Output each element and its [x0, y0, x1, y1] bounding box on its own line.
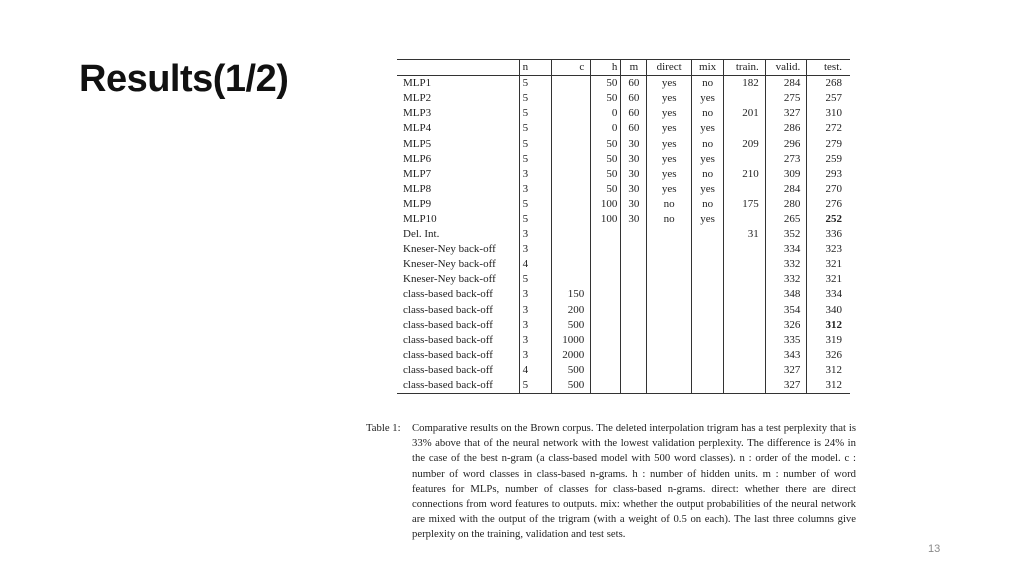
- cell-h: [591, 287, 621, 302]
- cell-model: class-based back-off: [403, 348, 493, 361]
- cell-direct: yes: [647, 76, 692, 92]
- cell-n: 4: [519, 363, 551, 378]
- cell-m: 30: [621, 212, 647, 227]
- cell-n: 3: [519, 242, 551, 257]
- cell-mix: [692, 287, 724, 302]
- cell-n: 5: [519, 136, 551, 151]
- cell-direct: [647, 242, 692, 257]
- cell-m: [621, 242, 647, 257]
- cell-mix: yes: [692, 91, 724, 106]
- cell-model: MLP4: [403, 122, 432, 135]
- cell-m: 30: [621, 197, 647, 212]
- header-direct: direct: [647, 60, 692, 76]
- cell-n: 5: [519, 197, 551, 212]
- cell-model: class-based back-off: [397, 378, 519, 394]
- cell-train: 209: [724, 136, 766, 151]
- cell-c: 500: [551, 363, 590, 378]
- cell-n: 3: [519, 167, 551, 182]
- cell-train: [724, 152, 766, 167]
- cell-c: [551, 197, 590, 212]
- cell-valid: 354: [765, 303, 807, 318]
- cell-valid: 280: [765, 197, 807, 212]
- cell-m: 30: [621, 167, 647, 182]
- cell-h: [591, 378, 621, 394]
- cell-m: 60: [621, 121, 647, 136]
- cell-n: 5: [519, 121, 551, 136]
- page-number: 13: [928, 543, 941, 555]
- cell-h: [591, 242, 621, 257]
- cell-h: 100: [591, 197, 621, 212]
- cell-test: 319: [807, 333, 850, 348]
- cell-n: 3: [519, 333, 551, 348]
- cell-valid: 332: [765, 257, 807, 272]
- table-row: [397, 378, 850, 394]
- cell-c: [551, 167, 590, 182]
- cell-c: 200: [551, 303, 590, 318]
- cell-h: [591, 227, 621, 242]
- cell-mix: no: [692, 197, 724, 212]
- cell-train: [724, 348, 766, 363]
- cell-mix: no: [692, 76, 724, 92]
- cell-valid: 309: [765, 167, 807, 182]
- cell-model: class-based back-off: [403, 318, 493, 331]
- cell-c: [551, 106, 590, 121]
- cell-mix: [692, 333, 724, 348]
- cell-mix: [692, 227, 724, 242]
- cell-n: 5: [519, 91, 551, 106]
- cell-direct: [647, 378, 692, 394]
- cell-model: MLP9: [403, 197, 432, 210]
- table-row: [397, 348, 850, 363]
- cell-mix: [692, 318, 724, 333]
- cell-n: 5: [519, 76, 551, 92]
- cell-m: [621, 378, 647, 394]
- cell-c: [551, 242, 590, 257]
- cell-test: 270: [807, 182, 850, 197]
- cell-test: 268: [807, 76, 850, 92]
- cell-direct: [647, 363, 692, 378]
- cell-test: 310: [807, 106, 850, 121]
- cell-c: [551, 212, 590, 227]
- cell-model: Del. Int.: [403, 228, 440, 241]
- cell-direct: [647, 272, 692, 287]
- cell-test: 276: [807, 197, 850, 212]
- cell-mix: [692, 378, 724, 394]
- cell-m: [621, 257, 647, 272]
- header-model: [397, 60, 519, 76]
- header-n: n: [519, 60, 551, 76]
- cell-direct: yes: [647, 152, 692, 167]
- cell-test: 259: [807, 152, 850, 167]
- cell-valid: 343: [765, 348, 807, 363]
- cell-train: [724, 333, 766, 348]
- cell-model: MLP5: [403, 137, 432, 150]
- cell-n: 3: [519, 227, 551, 242]
- header-h: h: [591, 60, 621, 76]
- cell-c: [551, 272, 590, 287]
- cell-h: 0: [591, 106, 621, 121]
- cell-h: 50: [591, 76, 621, 92]
- cell-m: 30: [621, 182, 647, 197]
- cell-direct: [647, 257, 692, 272]
- cell-direct: [647, 227, 692, 242]
- cell-c: 1000: [551, 333, 590, 348]
- cell-m: [621, 348, 647, 363]
- table-row: [397, 152, 850, 167]
- cell-m: [621, 272, 647, 287]
- table-row: [397, 136, 850, 151]
- cell-h: 50: [591, 91, 621, 106]
- table-row: [397, 91, 850, 106]
- cell-direct: yes: [647, 106, 692, 121]
- cell-test: 293: [807, 167, 850, 182]
- cell-model: MLP8: [403, 182, 432, 195]
- cell-n: 5: [519, 378, 551, 394]
- cell-train: [724, 91, 766, 106]
- cell-n: 3: [519, 348, 551, 363]
- cell-direct: no: [647, 197, 692, 212]
- cell-train: [724, 318, 766, 333]
- cell-direct: no: [647, 212, 692, 227]
- table-row: [397, 76, 850, 92]
- cell-test: 257: [807, 91, 850, 106]
- cell-model: MLP1: [403, 77, 432, 90]
- cell-direct: [647, 287, 692, 302]
- cell-h: 50: [591, 136, 621, 151]
- cell-mix: yes: [692, 212, 724, 227]
- cell-model: MLP3: [403, 107, 432, 120]
- cell-h: [591, 257, 621, 272]
- cell-n: 5: [519, 152, 551, 167]
- header-m: m: [621, 60, 647, 76]
- cell-m: 60: [621, 106, 647, 121]
- cell-m: 30: [621, 136, 647, 151]
- cell-valid: 296: [765, 136, 807, 151]
- caption-text: Comparative results on the Brown corpus. The deleted interpolation trigram has a test perplexity that is 33% above that of the neural network with the lowest validation perplexity. The difference is 24% in the case of the best n-gram (a class-based model with 500 word classes). n : order of the model. c : number of word classes in class-based n-grams. h : number of hidden units. m : number of word features for MLPs, number of classes for class-based n-grams. direct: whether there are direct connections from word features to outputs. mix: whether the output probabilities of the neural network are mixed with the output of the trigram (with a weight of 0.5 on each). The last three columns give perplexity on the training, validation and test sets.: [412, 422, 856, 541]
- table-header-row: [397, 60, 850, 76]
- cell-m: [621, 227, 647, 242]
- cell-test: 323: [807, 242, 850, 257]
- cell-direct: yes: [647, 167, 692, 182]
- cell-h: 0: [591, 121, 621, 136]
- cell-test: 279: [807, 136, 850, 151]
- cell-test: 272: [807, 121, 850, 136]
- cell-test: 326: [807, 348, 850, 363]
- table-row: [397, 272, 850, 287]
- cell-direct: yes: [647, 182, 692, 197]
- cell-valid: 334: [765, 242, 807, 257]
- cell-model: class-based back-off: [403, 303, 493, 316]
- cell-c: 2000: [551, 348, 590, 363]
- header-train: train.: [724, 60, 766, 76]
- cell-h: 100: [591, 212, 621, 227]
- cell-mix: [692, 242, 724, 257]
- header-mix: mix: [692, 60, 724, 76]
- cell-valid: 265: [765, 212, 807, 227]
- cell-valid: 284: [765, 76, 807, 92]
- cell-m: 30: [621, 152, 647, 167]
- table-row: [397, 287, 850, 302]
- cell-train: 175: [724, 197, 766, 212]
- results-table: [397, 59, 850, 394]
- cell-h: 50: [591, 182, 621, 197]
- cell-valid: 275: [765, 91, 807, 106]
- cell-n: 5: [519, 212, 551, 227]
- cell-m: 60: [621, 76, 647, 92]
- cell-model: class-based back-off: [403, 288, 493, 301]
- cell-h: [591, 348, 621, 363]
- header-test: test.: [807, 60, 850, 76]
- cell-model: Kneser-Ney back-off: [403, 243, 496, 256]
- table-row: [397, 106, 850, 121]
- cell-m: [621, 303, 647, 318]
- cell-mix: [692, 348, 724, 363]
- cell-c: 150: [551, 287, 590, 302]
- cell-train: [724, 287, 766, 302]
- table-row: [397, 121, 850, 136]
- cell-n: 5: [519, 106, 551, 121]
- table-row: [397, 333, 850, 348]
- cell-m: [621, 318, 647, 333]
- cell-n: 3: [519, 287, 551, 302]
- cell-m: 60: [621, 91, 647, 106]
- cell-model: Kneser-Ney back-off: [403, 273, 496, 286]
- cell-h: [591, 363, 621, 378]
- cell-n: 3: [519, 303, 551, 318]
- cell-n: 3: [519, 182, 551, 197]
- results-table-body: [397, 76, 850, 394]
- cell-test: 336: [807, 227, 850, 242]
- cell-test: 252: [807, 212, 850, 227]
- cell-test: 312: [807, 318, 850, 333]
- cell-valid: 332: [765, 272, 807, 287]
- cell-c: [551, 136, 590, 151]
- table-row: [397, 363, 850, 378]
- caption-label: Table 1:: [366, 422, 401, 434]
- table-row: [397, 212, 850, 227]
- cell-valid: 284: [765, 182, 807, 197]
- cell-direct: [647, 333, 692, 348]
- cell-c: [551, 91, 590, 106]
- cell-c: [551, 182, 590, 197]
- cell-model: Kneser-Ney back-off: [403, 258, 496, 271]
- cell-model: MLP2: [403, 92, 432, 105]
- cell-test: 312: [807, 378, 850, 394]
- cell-m: [621, 363, 647, 378]
- cell-valid: 286: [765, 121, 807, 136]
- cell-mix: no: [692, 136, 724, 151]
- cell-mix: [692, 303, 724, 318]
- cell-c: 500: [551, 318, 590, 333]
- cell-model: MLP10: [403, 212, 437, 225]
- cell-model: MLP6: [403, 152, 432, 165]
- cell-valid: 326: [765, 318, 807, 333]
- header-c: c: [551, 60, 590, 76]
- cell-train: [724, 378, 766, 394]
- table-row: [397, 303, 850, 318]
- cell-valid: 327: [765, 378, 807, 394]
- cell-m: [621, 287, 647, 302]
- cell-model: MLP7: [403, 167, 432, 180]
- cell-test: 334: [807, 287, 850, 302]
- cell-test: 340: [807, 303, 850, 318]
- header-valid: valid.: [765, 60, 807, 76]
- cell-h: [591, 303, 621, 318]
- table-row: [397, 227, 850, 242]
- cell-valid: 327: [765, 106, 807, 121]
- cell-c: [551, 227, 590, 242]
- table-row: [397, 167, 850, 182]
- table-row: [397, 257, 850, 272]
- table-row: [397, 318, 850, 333]
- cell-direct: yes: [647, 121, 692, 136]
- cell-mix: no: [692, 167, 724, 182]
- cell-valid: 352: [765, 227, 807, 242]
- cell-c: [551, 121, 590, 136]
- cell-c: [551, 152, 590, 167]
- cell-direct: [647, 348, 692, 363]
- cell-mix: yes: [692, 121, 724, 136]
- cell-valid: 335: [765, 333, 807, 348]
- slide-title: Results(1/2): [79, 58, 289, 100]
- cell-valid: 327: [765, 363, 807, 378]
- cell-model: class-based back-off: [403, 363, 493, 376]
- cell-mix: no: [692, 106, 724, 121]
- cell-direct: [647, 318, 692, 333]
- table-row: [397, 242, 850, 257]
- cell-mix: yes: [692, 182, 724, 197]
- cell-direct: yes: [647, 91, 692, 106]
- cell-h: [591, 333, 621, 348]
- cell-h: [591, 318, 621, 333]
- cell-h: 50: [591, 152, 621, 167]
- cell-train: 31: [724, 227, 766, 242]
- cell-train: [724, 182, 766, 197]
- results-table-container: [397, 59, 850, 394]
- cell-test: 321: [807, 272, 850, 287]
- cell-model: class-based back-off: [403, 333, 493, 346]
- cell-c: [551, 257, 590, 272]
- cell-train: [724, 242, 766, 257]
- cell-mix: [692, 363, 724, 378]
- cell-train: [724, 212, 766, 227]
- table-row: [397, 197, 850, 212]
- cell-train: [724, 303, 766, 318]
- cell-train: [724, 363, 766, 378]
- cell-train: 210: [724, 167, 766, 182]
- cell-train: [724, 272, 766, 287]
- cell-n: 5: [519, 272, 551, 287]
- cell-valid: 273: [765, 152, 807, 167]
- cell-mix: [692, 257, 724, 272]
- cell-train: 201: [724, 106, 766, 121]
- cell-mix: yes: [692, 152, 724, 167]
- cell-n: 3: [519, 318, 551, 333]
- cell-test: 312: [807, 363, 850, 378]
- cell-train: [724, 121, 766, 136]
- cell-direct: [647, 303, 692, 318]
- cell-h: [591, 272, 621, 287]
- cell-c: [551, 76, 590, 92]
- cell-mix: [692, 272, 724, 287]
- cell-train: [724, 257, 766, 272]
- cell-train: 182: [724, 76, 766, 92]
- cell-direct: yes: [647, 136, 692, 151]
- cell-n: 4: [519, 257, 551, 272]
- table-row: [397, 182, 850, 197]
- cell-test: 321: [807, 257, 850, 272]
- cell-valid: 348: [765, 287, 807, 302]
- cell-m: [621, 333, 647, 348]
- cell-c: 500: [551, 378, 590, 394]
- cell-h: 50: [591, 167, 621, 182]
- table-caption: [366, 421, 856, 543]
